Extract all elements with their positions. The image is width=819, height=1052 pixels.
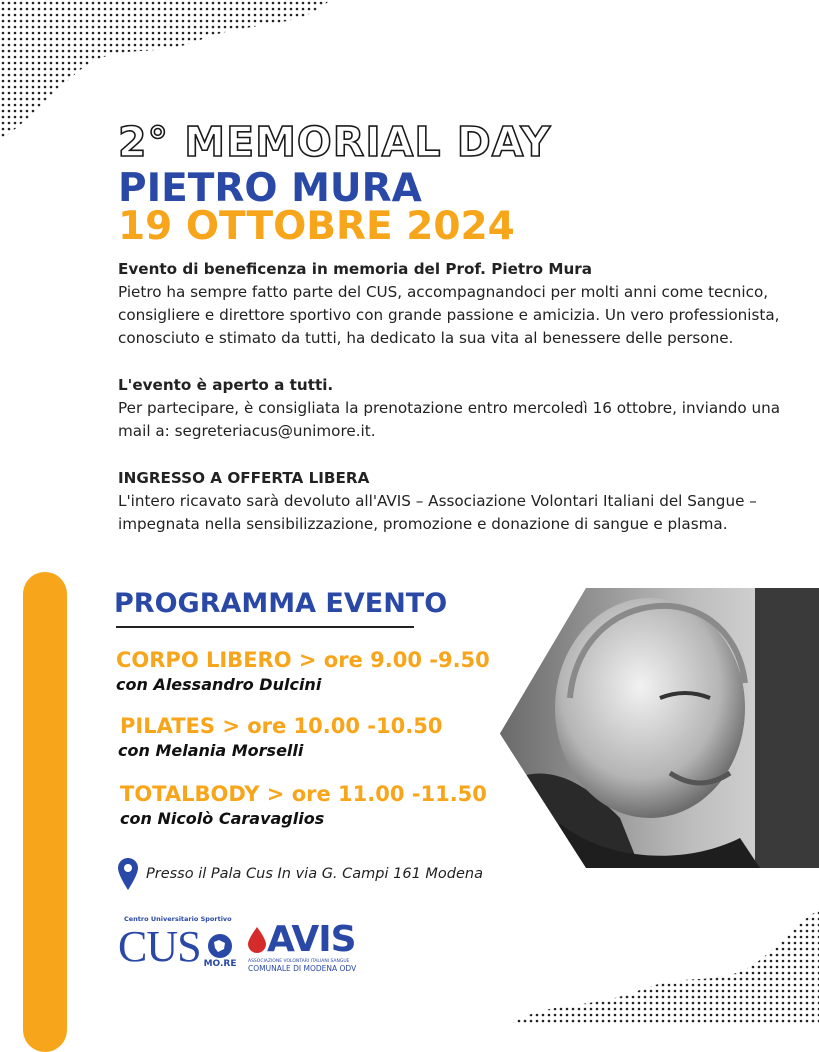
blood-drop-icon <box>248 927 266 953</box>
program-title-underline <box>116 626 414 628</box>
program-item-time: TOTALBODY > ore 11.00 -11.50 <box>120 782 487 806</box>
program-item-instructor: con Nicolò Caravaglios <box>120 809 325 828</box>
program-item-time: PILATES > ore 10.00 -10.50 <box>120 714 443 738</box>
program-item <box>120 714 442 760</box>
avis-logo <box>248 919 370 982</box>
cus-logo-sub: MO.RE <box>203 959 237 969</box>
cus-logo-caption: Centro Universitario Sportivo <box>124 915 232 923</box>
program-item <box>116 648 490 694</box>
program-item <box>120 782 487 828</box>
entry-paragraph <box>118 467 798 536</box>
entry-heading: INGRESSO A OFFERTA LIBERA <box>118 469 370 487</box>
intro-heading: Evento di beneficenza in memoria del Prof. Pietro Mura <box>118 260 593 278</box>
avis-logo-branch: COMUNALE DI MODENA ODV <box>248 964 357 973</box>
portrait-photo <box>500 588 819 868</box>
orange-side-bar <box>23 572 67 1052</box>
avis-logo-subtitle: ASSOCIAZIONE VOLONTARI ITALIANI SANGUE <box>248 959 350 964</box>
location <box>118 858 483 890</box>
entry-text: L'intero ricavato sarà devoluto all'AVIS – Associazione Volontari Italiani del Sangue – impegnata nella sensibilizzazione, promozione e donazione di sangue e plasma. <box>118 492 757 533</box>
program-item-instructor: con Alessandro Dulcini <box>116 675 322 694</box>
event-date-title: 19 OTTOBRE 2024 <box>118 204 515 249</box>
open-text: Per partecipare, è consigliata la prenotazione entro mercoledì 16 ottobre, inviando una mail a: segreteriacus@unimore.it. <box>118 399 781 440</box>
avis-logo-text: AVIS <box>267 919 356 960</box>
globe-icon <box>207 933 233 959</box>
map-pin-icon <box>118 858 138 890</box>
intro-text: Pietro ha sempre fatto parte del CUS, accompagnandoci per molti anni come tecnico, consigliere e direttore sportivo con grande passione e amicizia. Un vero professionista, conosciuto e stimato da tutti, ha dedicato la sua vita al benessere delle persone. <box>118 283 780 347</box>
open-heading: L'evento è aperto a tutti. <box>118 376 334 394</box>
memorial-day-title: 2° MEMORIAL DAY <box>118 118 552 166</box>
program-item-time: CORPO LIBERO > ore 9.00 -9.50 <box>116 648 490 672</box>
program-title: PROGRAMMA EVENTO <box>114 588 448 619</box>
intro-paragraph <box>118 258 798 350</box>
cus-logo-text: CUS <box>118 922 201 971</box>
dot-pattern-bottom-right <box>510 910 819 1024</box>
program-item-instructor: con Melania Morselli <box>118 741 304 760</box>
person-name-title: PIETRO MURA <box>118 166 422 211</box>
cus-logo <box>118 915 237 980</box>
location-text: Presso il Pala Cus In via G. Campi 161 Modena <box>146 866 483 882</box>
open-paragraph <box>118 374 798 443</box>
description-body <box>118 258 798 560</box>
